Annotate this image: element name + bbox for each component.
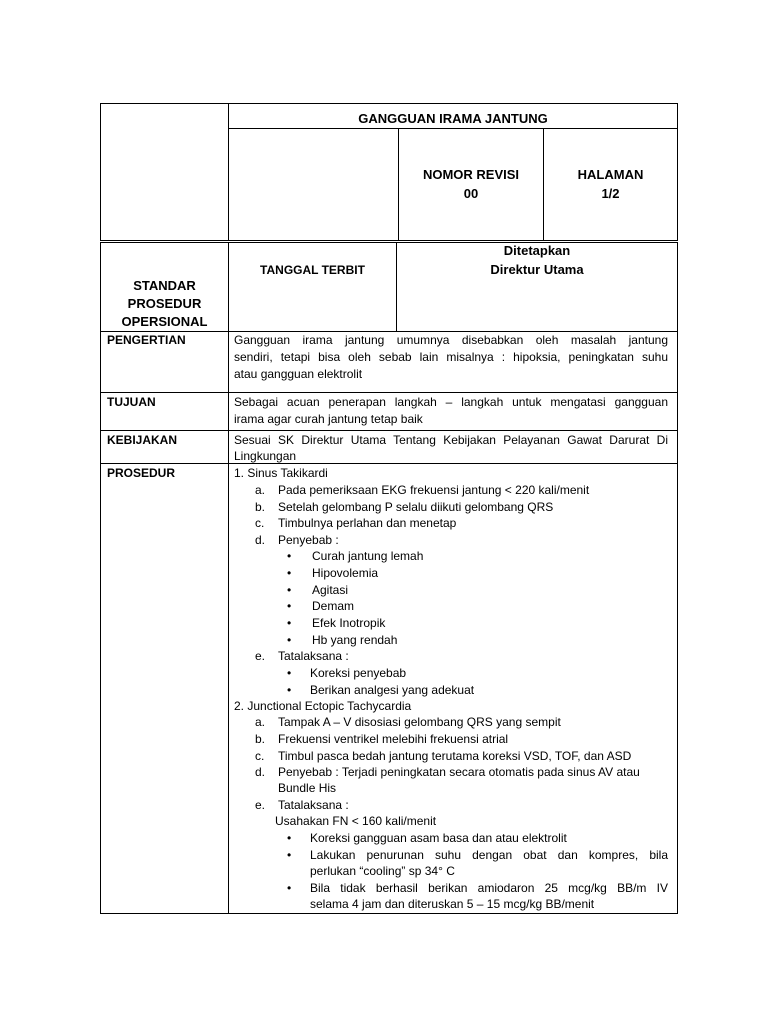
s1-d-bullet-2: • [287, 566, 292, 580]
s2-marker-b: b. [255, 732, 266, 746]
section-2-title: 2. Junctional Ectopic Tachycardia [234, 699, 412, 713]
s1-marker-b: b. [255, 500, 266, 514]
s1-item-e: Tatalaksana : [278, 649, 349, 663]
pengertian-line-2: sendiri, tetapi bisa oleh sebab lain misalnya : hipoksia, peningkatan suhu [234, 350, 668, 364]
s2-marker-e: e. [255, 798, 266, 812]
tujuan-line-1: Sebagai acuan penerapan langkah – langkah untuk mengatasi gangguan [234, 395, 668, 409]
tujuan-label: TUJUAN [107, 395, 156, 409]
s2-e-bullet-3: • [287, 881, 292, 895]
revision-value: 00 [463, 186, 479, 201]
s1-item-d: Penyebab : [278, 533, 339, 547]
page-label: HALAMAN [577, 167, 644, 182]
s1-e-item-1: Koreksi penyebab [310, 666, 407, 680]
sop-title-line2: PROSEDUR [127, 296, 202, 311]
s1-d-bullet-1: • [287, 549, 292, 563]
s2-e-item-3-line-2: selama 4 jam dan diteruskan 5 – 15 mcg/kg BB/menit [310, 897, 595, 911]
section-1-title: 1. Sinus Takikardi [234, 466, 328, 480]
s1-item-c: Timbulnya perlahan dan menetap [278, 516, 457, 530]
approved-line2: Direktur Utama [490, 262, 584, 277]
kebijakan-line-1: Sesuai SK Direktur Utama Tentang Kebijakan Pelayanan Gawat Darurat Di [234, 433, 668, 447]
s1-d-bullet-5: • [287, 616, 292, 630]
s2-marker-c: c. [255, 749, 265, 763]
s1-d-item-4: Demam [312, 599, 355, 613]
s1-item-a: Pada pemeriksaan EKG frekuensi jantung < 220 kali/menit [278, 483, 590, 497]
s1-e-bullet-1: • [287, 666, 292, 680]
s2-e-item-2-line-2: perlukan “cooling” sp 34° C [310, 864, 455, 878]
document-title: GANGGUAN IRAMA JANTUNG [358, 111, 548, 126]
s2-item-c: Timbul pasca bedah jantung terutama koreksi VSD, TOF, dan ASD [278, 749, 632, 763]
sop-title-line3: OPERSIONAL [121, 314, 208, 329]
s2-item-a: Tampak A – V disosiasi gelombang QRS yang sempit [278, 715, 561, 729]
s1-d-bullet-6: • [287, 633, 292, 647]
s2-marker-a: a. [255, 715, 266, 729]
issue-date-label: TANGGAL TERBIT [260, 263, 365, 277]
s2-item-d-line-2: Bundle His [278, 781, 337, 795]
s2-item-b: Frekuensi ventrikel melebihi frekuensi atrial [278, 732, 509, 746]
pengertian-line-1: Gangguan irama jantung umumnya disebabkan oleh masalah jantung [234, 333, 668, 347]
s2-e-bullet-1: • [287, 831, 292, 845]
s1-e-item-2: Berikan analgesi yang adekuat [310, 683, 475, 697]
s2-marker-d: d. [255, 765, 266, 779]
s2-item-e: Tatalaksana : [278, 798, 349, 812]
page-value: 1/2 [601, 186, 620, 201]
kebijakan-label: KEBIJAKAN [107, 433, 178, 447]
s1-d-item-3: Agitasi [312, 583, 349, 597]
s2-e-item-2-line-1: Lakukan penurunan suhu dengan obat dan kompres, bila [310, 848, 668, 862]
pengertian-line-3: atau gangguan elektrolit [234, 367, 363, 381]
s1-d-item-1: Curah jantung lemah [312, 549, 424, 563]
approved-line1: Ditetapkan [503, 243, 571, 258]
s1-item-b: Setelah gelombang P selalu diikuti gelombang QRS [278, 500, 554, 514]
prosedur-label: PROSEDUR [107, 466, 176, 480]
s2-e-item-1: Koreksi gangguan asam basa dan atau elektrolit [310, 831, 567, 845]
s2-e-item-3-line-1: Bila tidak berhasil berikan amiodaron 25 mcg/kg BB/m IV [310, 881, 668, 895]
s1-marker-d: d. [255, 533, 266, 547]
tujuan-line-2: irama agar curah jantung tetap baik [234, 412, 423, 426]
s2-e-subline: Usahakan FN < 160 kali/menit [275, 814, 437, 828]
s1-d-bullet-4: • [287, 599, 292, 613]
s1-marker-a: a. [255, 483, 266, 497]
sop-title-line1: STANDAR [133, 278, 196, 293]
s1-d-item-6: Hb yang rendah [312, 633, 398, 647]
pengertian-label: PENGERTIAN [107, 333, 186, 347]
s2-item-d-line-1: Penyebab : Terjadi peningkatan secara otomatis pada sinus AV atau [278, 765, 640, 779]
s1-marker-c: c. [255, 516, 265, 530]
s2-e-bullet-2: • [287, 848, 292, 862]
revision-label: NOMOR REVISI [422, 167, 520, 182]
s1-d-item-5: Efek Inotropik [312, 616, 386, 630]
s1-e-bullet-2: • [287, 683, 292, 697]
s1-marker-e: e. [255, 649, 266, 663]
s1-d-bullet-3: • [287, 583, 292, 597]
s1-d-item-2: Hipovolemia [312, 566, 379, 580]
kebijakan-line-2: Lingkungan [234, 449, 297, 463]
